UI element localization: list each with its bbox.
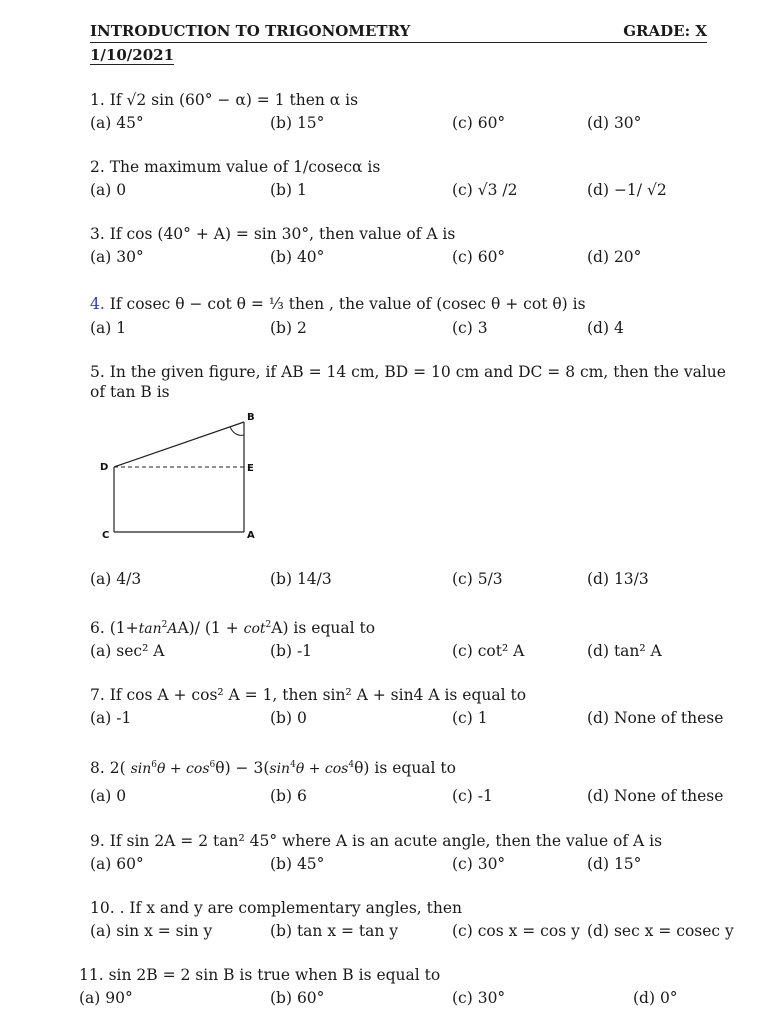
q8-cos: cos: [186, 761, 210, 777]
q1-option-a: (a) 45°: [90, 114, 144, 132]
q8-exp: 4: [348, 759, 355, 770]
q8-sin: sin: [130, 761, 152, 777]
q2-option-a: (a) 0: [90, 181, 127, 199]
label-d: D: [100, 462, 109, 473]
q11-option-a: (a) 90°: [79, 989, 133, 1007]
question-4-text: If cosec θ − cot θ = ⅓ then , the value of (cosec θ + cot θ) is: [104, 295, 586, 313]
q6-exp2: 2: [265, 619, 272, 630]
label-c: C: [102, 530, 110, 541]
worksheet-title: INTRODUCTION TO TRIGONOMETRY: [90, 22, 411, 40]
q5-option-b: (b) 14/3: [270, 570, 332, 588]
q1-option-d: (d) 30°: [587, 114, 642, 132]
q4-option-c: (c) 3: [452, 319, 488, 337]
q8-part: θ) − 3(: [215, 759, 270, 777]
q4-option-d: (d) 4: [587, 319, 624, 337]
q7-option-b: (b) 0: [270, 709, 307, 727]
question-6: 6. $(1+\tan^2AA)/$ $(1 + \cot^2A)$ is equal to: [90, 619, 376, 637]
q9-option-d: (d) 15°: [587, 855, 642, 873]
q10-option-a: (a) sin x = sin y: [90, 922, 213, 940]
q6-cot: cot: [243, 621, 266, 637]
worksheet-date: 1/10/2021: [90, 46, 175, 64]
q10-option-b: (b) tan x = tan y: [270, 922, 399, 940]
q6-part: 6. (1+: [90, 619, 139, 637]
q8-sin: sin: [269, 761, 291, 777]
q8-exp: 6: [209, 759, 216, 770]
q9-option-a: (a) 60°: [90, 855, 144, 873]
q6-option-c: (c) cot² A: [452, 642, 525, 660]
q8-option-c: (c) -1: [452, 787, 493, 805]
question-10: 10. . If x and y are complementary angles, then: [90, 899, 463, 917]
q8-part: θ) is equal to: [354, 759, 456, 777]
q4-option-a: (a) 1: [90, 319, 127, 337]
q6-part: A) is equal to: [271, 619, 376, 637]
question-1: 1. If √2 sin (60° − α) = 1 then α is: [90, 91, 359, 109]
question-8: [90, 758, 456, 779]
q6-exp1: 2: [161, 619, 168, 630]
q5-option-a: (a) 4/3: [90, 570, 142, 588]
question-11: 11. sin 2B = 2 sin B is true when B is equal to: [79, 966, 441, 984]
q3-option-c: (c) 60°: [452, 248, 506, 266]
q3-option-a: (a) 30°: [90, 248, 144, 266]
q11-option-c: (c) 30°: [452, 989, 506, 1007]
q4-option-b: (b) 2: [270, 319, 307, 337]
question-2: 2. The maximum value of 1/cosecα is: [90, 158, 381, 176]
q7-option-c: (c) 1: [452, 709, 488, 727]
q8-option-b: (b) 6: [270, 787, 307, 805]
q8-part: θ +: [295, 761, 325, 777]
q11-option-d: (d) 0°: [633, 989, 678, 1007]
q7-option-a: (a) -1: [90, 709, 132, 727]
question-7: 7. If cos A + cos² A = 1, then sin² A + sin4 A is equal to: [90, 686, 527, 704]
header-bar: [90, 22, 707, 43]
q1-option-b: (b) 15°: [270, 114, 325, 132]
grade-label: GRADE: X: [623, 22, 707, 40]
q8-option-d: (d) None of these: [587, 787, 724, 805]
q8-exp: 6: [151, 759, 157, 770]
q7-option-d: (d) None of these: [587, 709, 724, 727]
q8-exp: 4: [290, 759, 296, 770]
q6-option-a: (a) sec² A: [90, 642, 165, 660]
question-3: 3. If cos (40° + A) = sin 30°, then value of A is: [90, 225, 456, 243]
q10-option-d: (d) sec x = cosec y: [587, 922, 734, 940]
q9-option-b: (b) 45°: [270, 855, 325, 873]
q2-option-b: (b) 1: [270, 181, 307, 199]
q5-option-d: (d) 13/3: [587, 570, 649, 588]
question-9: 9. If sin 2A = 2 tan² 45° where A is an acute angle, then the value of A is: [90, 832, 663, 850]
q2-option-c: (c) √3 /2: [452, 181, 518, 199]
line-db: [114, 422, 244, 467]
label-a: A: [247, 530, 255, 541]
q2-option-d: (d) −1/ √2: [587, 181, 667, 199]
question-4: [90, 294, 586, 314]
q5-option-c: (c) 5/3: [452, 570, 503, 588]
q10-option-c: (c) cos x = cos y: [452, 922, 580, 940]
q9-option-c: (c) 30°: [452, 855, 506, 873]
q6-option-d: (d) tan² A: [587, 642, 662, 660]
q6-option-b: (b) -1: [270, 642, 313, 660]
q1-option-c: (c) 60°: [452, 114, 506, 132]
q6-part: A)/ (1 +: [177, 619, 244, 637]
q11-option-b: (b) 60°: [270, 989, 325, 1007]
q8-part: θ +: [156, 761, 187, 777]
trapezium-figure: [96, 410, 266, 546]
q8-part: 8. 2(: [90, 759, 131, 777]
label-e: E: [247, 463, 254, 474]
q3-option-b: (b) 40°: [270, 248, 325, 266]
q6-tan: tan: [138, 621, 162, 637]
q3-option-d: (d) 20°: [587, 248, 642, 266]
q8-option-a: (a) 0: [90, 787, 127, 805]
q8-cos: cos: [324, 761, 349, 777]
question-4-number: 4.: [90, 295, 105, 313]
angle-b-arc: [230, 427, 244, 435]
question-5: 5. In the given figure, if AB = 14 cm, BD = 10 cm and DC = 8 cm, then the value of tan B is: [90, 363, 726, 401]
label-b: B: [247, 412, 255, 423]
